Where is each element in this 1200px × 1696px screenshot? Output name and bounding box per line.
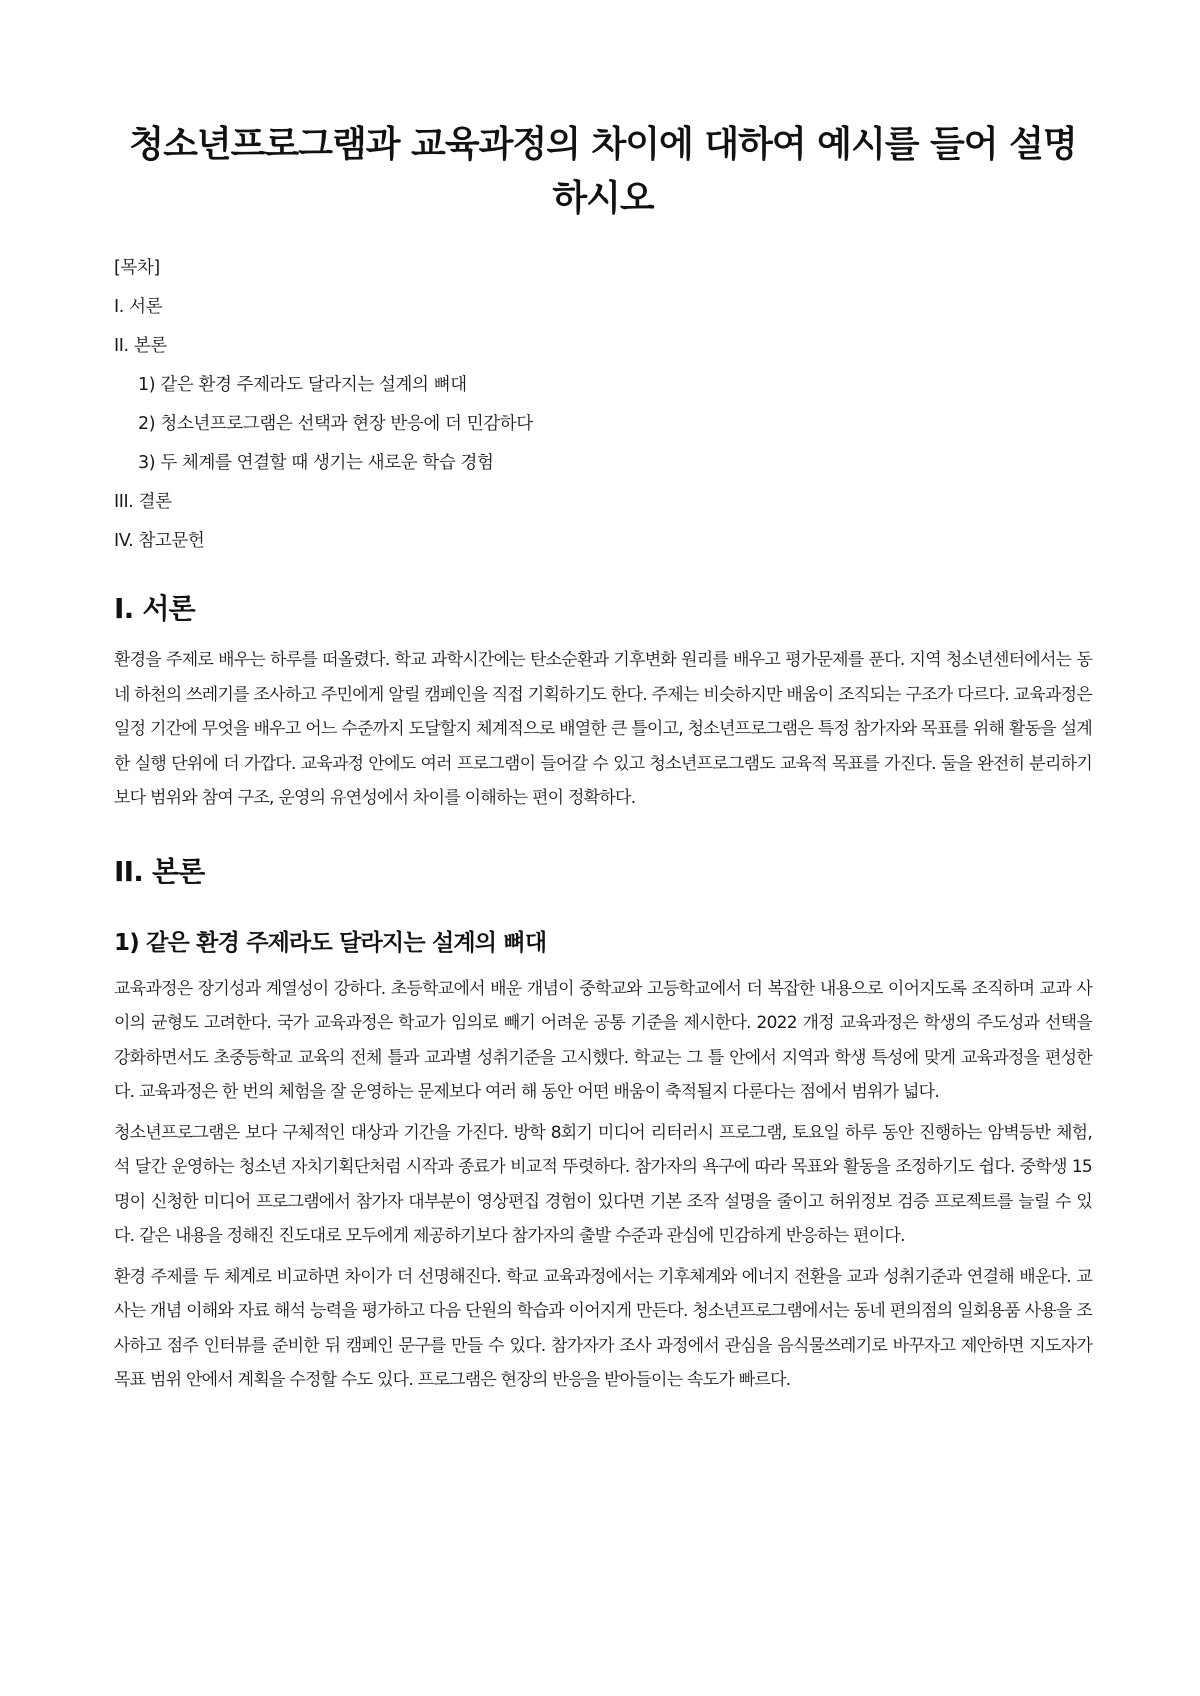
toc-item-references: IV. 참고문헌 [114, 531, 205, 551]
subsection-heading-1: 1) 같은 환경 주제라도 달라지는 설계의 뼈대 [114, 929, 547, 956]
body-paragraph: 청소년프로그램은 보다 구체적인 대상과 기간을 가진다. 방학 8회기 미디어 리터러시 프로그램, 토요일 하루 동안 진행하는 암벽등반 체험, 석 달간 운영하는 청소년 자치기획단처럼 시작과 종료가 비교적 뚜렷하다. 참가자의 욕구에 따라 목표와 활동을 조정하기도 쉽다. 중학생 15명이 신청한 미디어 프로그램에서 참가자 대부분이 영상편집 경험이 있다면 기본 조작 설명을 줄이고 허위정보 검증 프로젝트를 늘릴 수 있다. 같은 내용을 정해진 진도대로 모두에게 제공하기보다 참가자의 출발 수준과 관심에 민감하게 반응하는 편이다. [114, 1122, 1092, 1246]
toc-item-body: II. 본론 [114, 336, 167, 356]
toc-item-body-1: 1) 같은 환경 주제라도 달라지는 설계의 뼈대 [138, 375, 467, 395]
document-title: 청소년프로그램과 교육과정의 차이에 대하여 예시를 들어 설명하시오 [129, 124, 1077, 219]
body-paragraph: 교육과정은 장기성과 계열성이 강하다. 초등학교에서 배운 개념이 중학교와 고등학교에서 더 복잡한 내용으로 이어지도록 조직하며 교과 사이의 균형도 고려한다. 국가 교육과정은 학교가 임의로 빼기 어려운 공통 기준을 제시한다. 2022 개정 교육과정은 학생의 주도성과 선택을 강화하면서도 초중등학교 교육의 전체 틀과 교과별 성취기준을 고시했다. 학교는 그 틀 안에서 지역과 학생 특성에 맞게 교육과정을 편성한다. 교육과정은 한 번의 체험을 잘 운영하는 문제보다 여러 해 동안 어떤 배움이 축적될지 다룬다는 점에서 범위가 넓다. [114, 978, 1092, 1102]
toc-item-body-2: 2) 청소년프로그램은 선택과 현장 반응에 더 민감하다 [138, 414, 533, 434]
section-heading-introduction: I. 서론 [114, 592, 195, 625]
introduction-paragraph: 환경을 주제로 배우는 하루를 떠올렸다. 학교 과학시간에는 탄소순환과 기후변화 원리를 배우고 평가문제를 푼다. 지역 청소년센터에서는 동네 하천의 쓰레기를 조사하고 주민에게 알릴 캠페인을 직접 기획하기도 한다. 주제는 비슷하지만 배움이 조직되는 구조가 다르다. 교육과정은 일정 기간에 무엇을 배우고 어느 수준까지 도달할지 체계적으로 배열한 큰 틀이고, 청소년프로그램은 특정 참가자와 목표를 위해 활동을 설계한 실행 단위에 더 가깝다. 교육과정 안에도 여러 프로그램이 들어갈 수 있고 청소년프로그램도 교육적 목표를 가진다. 둘을 완전히 분리하기보다 범위와 참여 구조, 운영의 유연성에서 차이를 이해하는 편이 정확하다. [114, 650, 1092, 808]
toc-item-body-3: 3) 두 체계를 연결할 때 생기는 새로운 학습 경험 [138, 453, 494, 473]
toc-heading: [목차] [114, 258, 160, 278]
body-paragraph: 환경 주제를 두 체계로 비교하면 차이가 더 선명해진다. 학교 교육과정에서는 기후체계와 에너지 전환을 교과 성취기준과 연결해 배운다. 교사는 개념 이해와 자료 해석 능력을 평가하고 다음 단원의 학습과 이어지게 만든다. 청소년프로그램에서는 동네 편의점의 일회용품 사용을 조사하고 점주 인터뷰를 준비한 뒤 캠페인 문구를 만들 수 있다. 참가자가 조사 과정에서 관심을 음식물쓰레기로 바꾸자고 제안하면 지도자가 목표 범위 안에서 계획을 수정할 수도 있다. 프로그램은 현장의 반응을 받아들이는 속도가 빠르다. [114, 1266, 1092, 1390]
table-of-contents [114, 256, 1092, 553]
section-heading-body: II. 본론 [114, 854, 205, 888]
toc-item-conclusion: III. 결론 [114, 492, 172, 512]
toc-item-introduction: I. 서론 [114, 297, 163, 317]
